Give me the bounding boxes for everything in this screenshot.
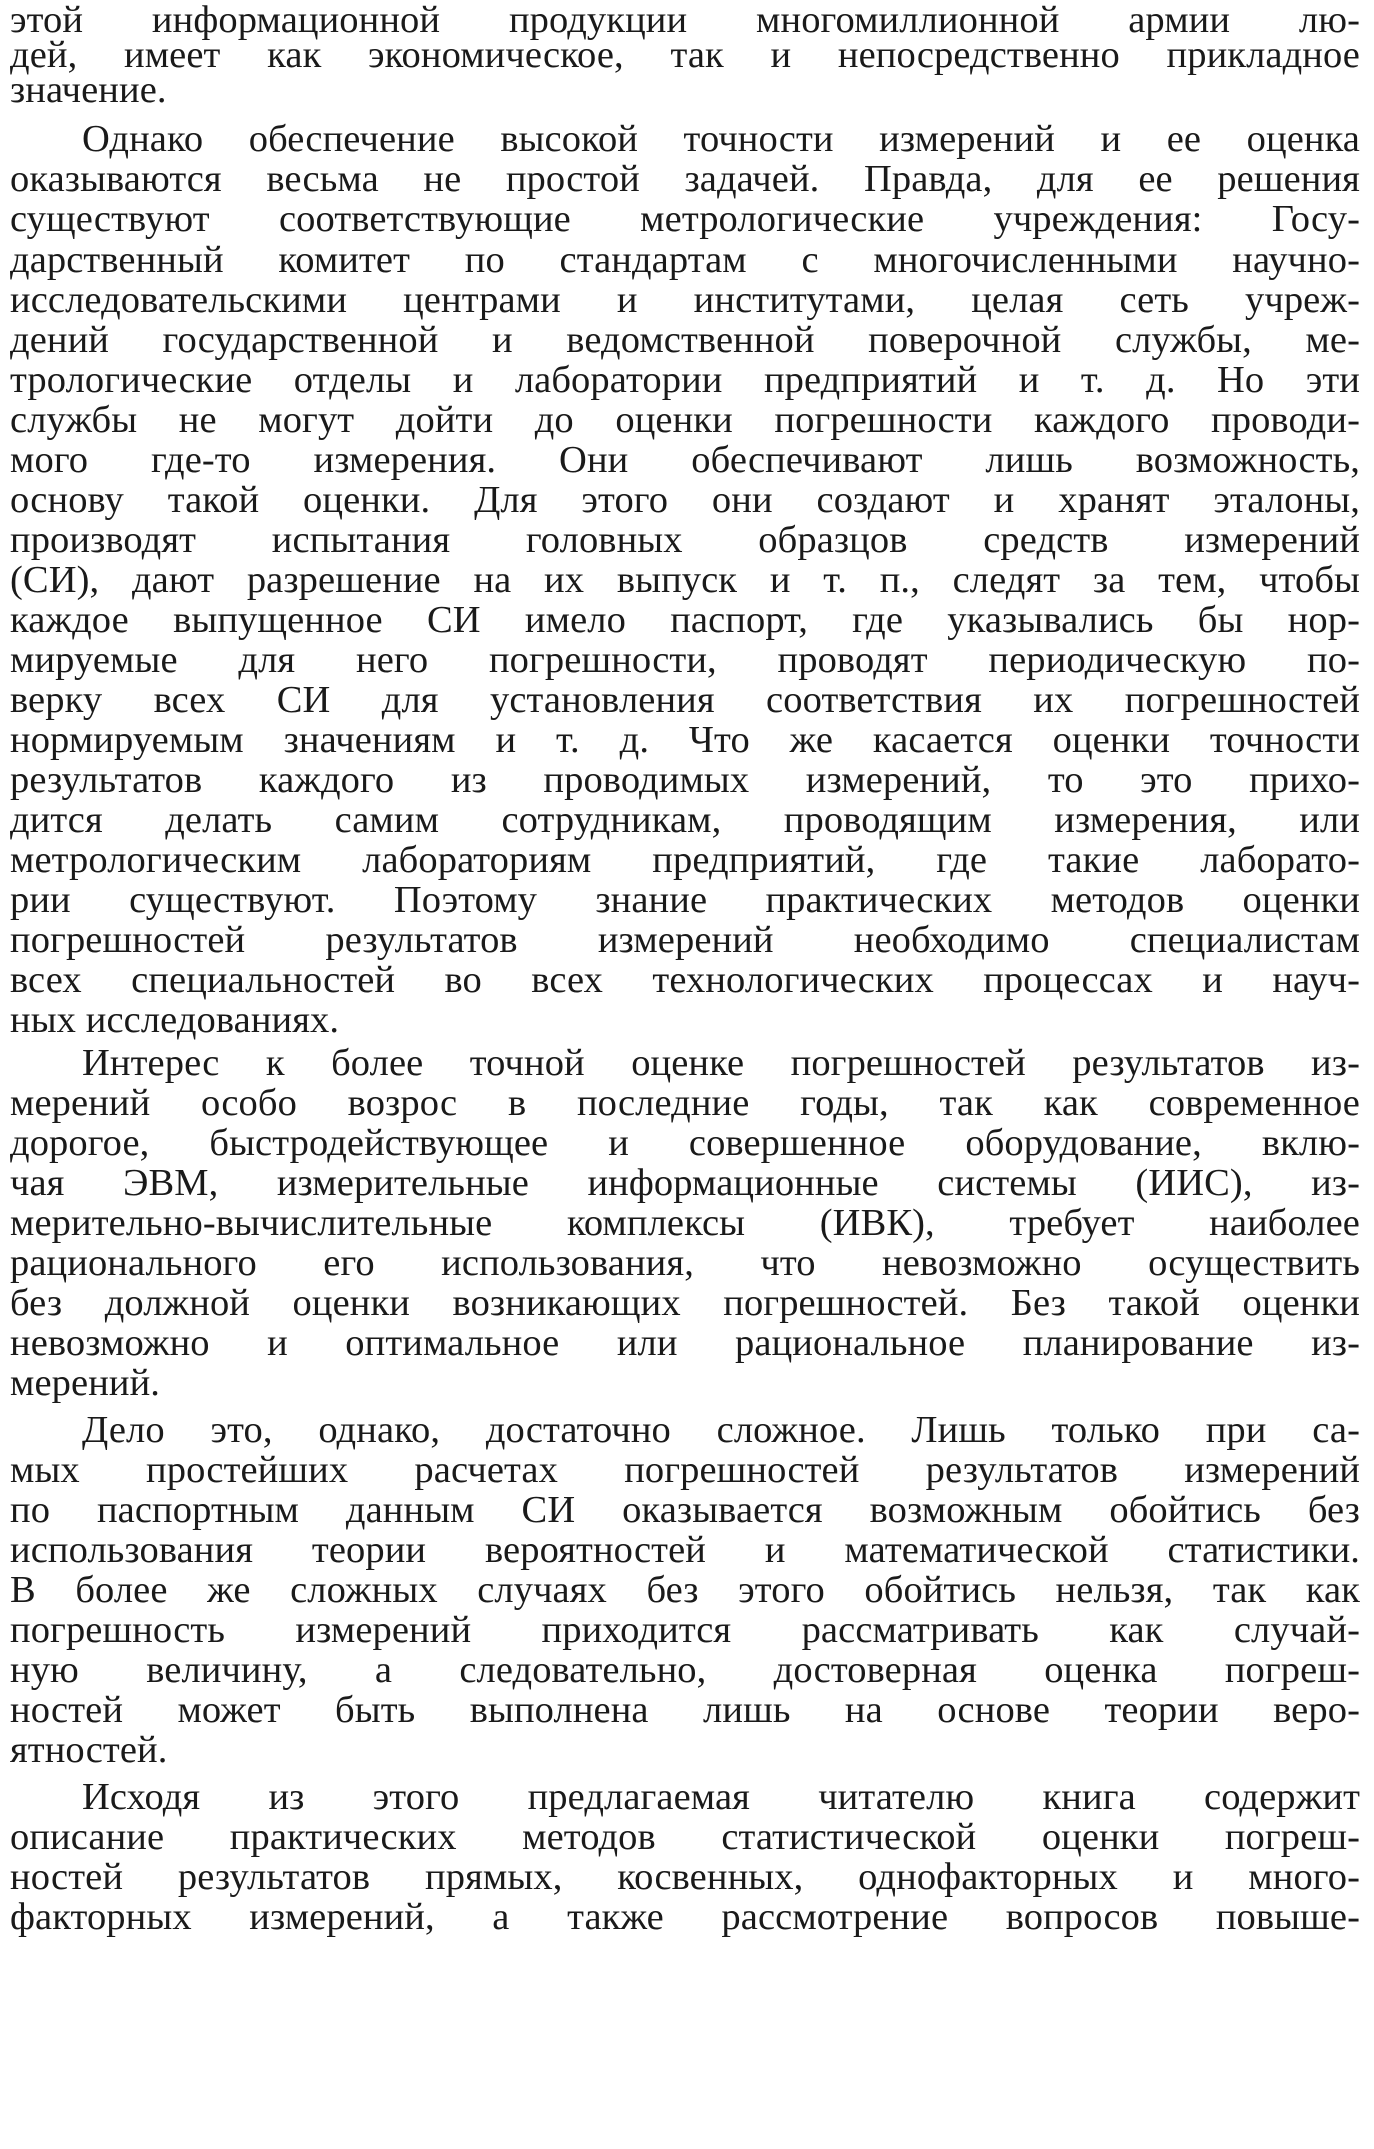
text-line: мых простейших расчетах погрешностей результатов измерений <box>10 1449 1360 1491</box>
text-line: этой информационной продукции многомиллионной армии лю- <box>10 0 1360 41</box>
text-line: службы не могут дойти до оценки погрешности каждого проводи- <box>10 399 1360 441</box>
text-line: Интерес к более точной оценке погрешностей результатов из- <box>82 1042 1360 1084</box>
text-line: ную величину, а следовательно, достоверная оценка погреш- <box>10 1649 1360 1691</box>
text-line: мерительно-вычислительные комплексы (ИВК), требует наиболее <box>10 1202 1360 1244</box>
text-line: ностей результатов прямых, косвенных, однофакторных и много- <box>10 1856 1360 1898</box>
text-line: Исходя из этого предлагаемая читателю книга содержит <box>82 1776 1360 1818</box>
text-line: дится делать самим сотрудникам, проводящим измерения, или <box>10 799 1360 841</box>
text-line: мерений особо возрос в последние годы, так как современное <box>10 1082 1360 1124</box>
text-line: трологические отделы и лаборатории предприятий и т. д. Но эти <box>10 359 1360 401</box>
text-line: рационального его использования, что невозможно осуществить <box>10 1242 1360 1284</box>
text-line: чая ЭВМ, измерительные информационные системы (ИИС), из- <box>10 1162 1360 1204</box>
text-line: дей, имеет как экономическое, так и непосредственно прикладное <box>10 34 1360 76</box>
text-line: оказываются весьма не простой задачей. Правда, для ее решения <box>10 158 1360 200</box>
text-line: погрешностей результатов измерений необходимо специалистам <box>10 919 1360 961</box>
text-line: основу такой оценки. Для этого они создают и хранят эталоны, <box>10 479 1360 521</box>
text-line: мируемые для него погрешности, проводят периодическую по- <box>10 639 1360 681</box>
text-line: существуют соответствующие метрологические учреждения: Госу- <box>10 198 1360 240</box>
text-line: погрешность измерений приходится рассматривать как случай- <box>10 1609 1360 1651</box>
text-line: (СИ), дают разрешение на их выпуск и т. п., следят за тем, чтобы <box>10 559 1360 601</box>
text-line: исследовательскими центрами и институтами, целая сеть учреж- <box>10 279 1360 321</box>
text-line: рии существуют. Поэтому знание практических методов оценки <box>10 879 1360 921</box>
text-line: результатов каждого из проводимых измерений, то это прихо- <box>10 759 1360 801</box>
text-line: значение. <box>10 69 167 111</box>
text-line: В более же сложных случаях без этого обойтись нельзя, так как <box>10 1569 1360 1611</box>
text-line: Дело это, однако, достаточно сложное. Лишь только при са- <box>82 1409 1360 1451</box>
text-line: Однако обеспечение высокой точности измерений и ее оценка <box>82 118 1360 160</box>
text-line: ятностей. <box>10 1729 168 1771</box>
text-line: мерений. <box>10 1362 161 1404</box>
text-line: без должной оценки возникающих погрешностей. Без такой оценки <box>10 1282 1360 1324</box>
text-line: ных исследованиях. <box>10 999 340 1041</box>
text-line: каждое выпущенное СИ имело паспорт, где указывались бы нор- <box>10 599 1360 641</box>
document-page <box>10 0 1360 2149</box>
text-line: описание практических методов статистической оценки погреш- <box>10 1816 1360 1858</box>
text-line: ностей может быть выполнена лишь на основе теории веро- <box>10 1689 1360 1731</box>
text-line: верку всех СИ для установления соответствия их погрешностей <box>10 679 1360 721</box>
text-line: использования теории вероятностей и математической статистики. <box>10 1529 1360 1571</box>
text-line: всех специальностей во всех технологических процессах и науч- <box>10 959 1360 1001</box>
text-line: мого где-то измерения. Они обеспечивают лишь возможность, <box>10 439 1360 481</box>
text-line: невозможно и оптимальное или рациональное планирование из- <box>10 1322 1360 1364</box>
text-line: метрологическим лабораториям предприятий, где такие лаборато- <box>10 839 1360 881</box>
text-line: нормируемым значениям и т. д. Что же касается оценки точности <box>10 719 1360 761</box>
text-line: дарственный комитет по стандартам с многочисленными научно- <box>10 239 1360 281</box>
text-line: дений государственной и ведомственной поверочной службы, ме- <box>10 319 1360 361</box>
text-line: дорогое, быстродействующее и совершенное оборудование, вклю- <box>10 1122 1360 1164</box>
text-line: факторных измерений, а также рассмотрение вопросов повыше- <box>10 1896 1360 1938</box>
text-line: производят испытания головных образцов средств измерений <box>10 519 1360 561</box>
text-line: по паспортным данным СИ оказывается возможным обойтись без <box>10 1489 1360 1531</box>
